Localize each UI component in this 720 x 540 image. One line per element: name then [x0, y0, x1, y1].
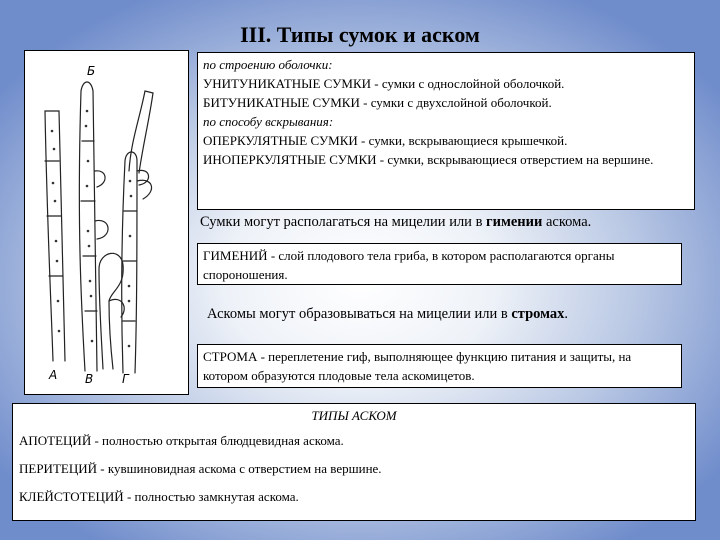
hymenium-box: ГИМЕНИЙ - слой плодового тела гриба, в котором располагаются органы спороношения.: [197, 243, 682, 285]
hypha-b: [79, 82, 97, 371]
ascoma-types-heading: ТИПЫ АСКОМ: [311, 408, 397, 423]
slide-title: III. Типы сумок и аском: [240, 22, 480, 47]
hyphae-drawing: [25, 51, 188, 394]
hyphae-illustration: [24, 50, 189, 395]
label-v: В: [85, 372, 94, 386]
stroma-box: СТРОМА - переплетение гиф, выполняющее функцию питания и защиты, на котором образуются плодовые тела аскомицетов.: [197, 344, 682, 388]
asci-location-caption: Сумки могут располагаться на мицелии или в гимении аскома.: [200, 214, 592, 230]
heading-opening: по способу вскрывания:: [203, 114, 334, 129]
hypha-c: [99, 253, 123, 369]
asci-structure-box: [197, 52, 695, 210]
cleistothecium-definition: КЛЕЙСТОТЕЦИЙ - полностью замкнутая аскома.: [19, 489, 299, 504]
label-b: Б: [87, 64, 96, 78]
bitunicate-definition: БИТУНИКАТНЫЕ СУМКИ - сумки с двухслойной оболочкой.: [203, 95, 552, 110]
label-a: А: [49, 368, 58, 382]
inoperculate-definition: ИНОПЕРКУЛЯТНЫЕ СУМКИ - сумки, вскрывающиеся отверстием на вершине.: [203, 152, 654, 167]
operculate-definition: ОПЕРКУЛЯТНЫЕ СУМКИ - сумки, вскрывающиеся крышечкой.: [203, 133, 568, 148]
stroma-term: стромах: [511, 306, 565, 322]
spores: [51, 110, 133, 348]
heading-structure: по строению оболочки:: [203, 57, 333, 72]
ascomata-location-caption: Аскомы могут образовываться на мицелии или в стромах.: [207, 306, 569, 322]
perithecium-definition: ПЕРИТЕЦИЙ - кувшиновидная аскома с отверстием на вершине.: [19, 461, 382, 476]
ascoma-types-box: [12, 403, 696, 521]
unitunicate-definition: УНИТУНИКАТНЫЕ СУМКИ - сумки с однослойной оболочкой.: [203, 76, 565, 91]
label-g: Г: [122, 372, 129, 386]
hypha-d: [122, 152, 137, 373]
hymenium-term: гимении: [486, 214, 543, 230]
apothecium-definition: АПОТЕЦИЙ - полностью открытая блюдцевидная аскома.: [19, 433, 344, 448]
